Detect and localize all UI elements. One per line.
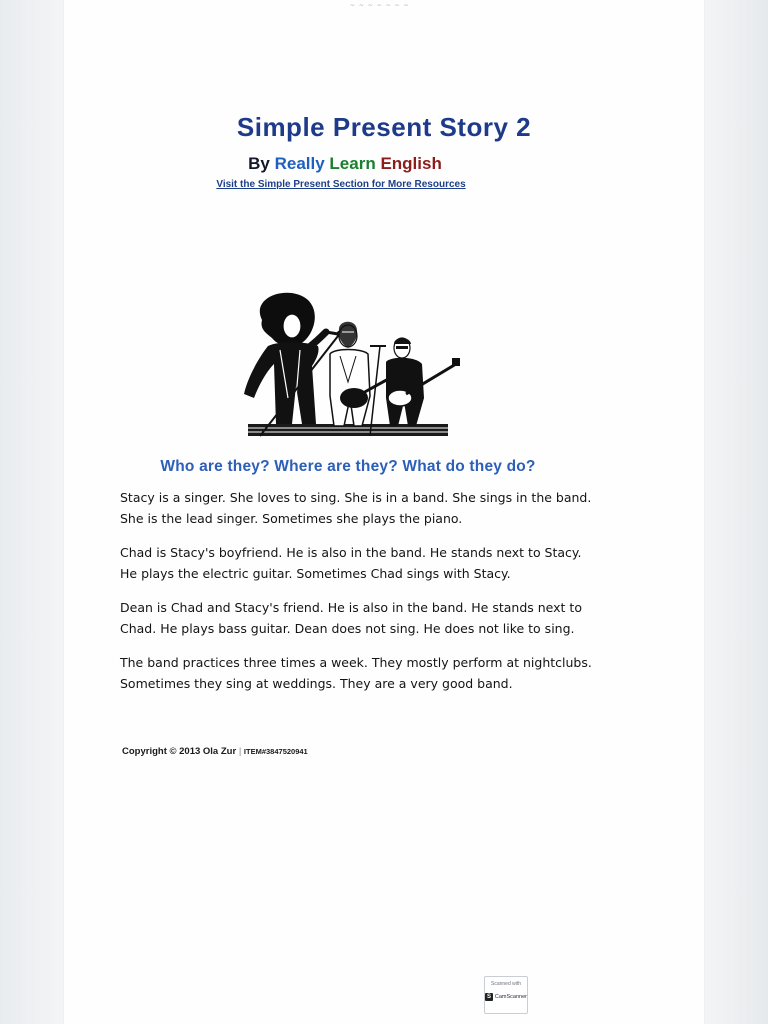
copyright-separator: | bbox=[238, 746, 242, 757]
story-paragraph: Dean is Chad and Stacy's friend. He is also in the band. He stands next to Chad. He plays bass guitar. Dean does not sing. He does not like to sing. bbox=[120, 600, 582, 636]
story-question: Who are they? Where are they? What do they do? bbox=[160, 458, 536, 475]
resources-link[interactable]: Visit the Simple Present Section for More Resources bbox=[216, 179, 466, 190]
camscanner-brand bbox=[485, 993, 527, 1001]
camscanner-watermark bbox=[484, 976, 528, 1014]
camscanner-logo-icon: S bbox=[486, 994, 491, 1000]
byline-english: English bbox=[380, 154, 442, 173]
item-number: ITEM#3847520941 bbox=[243, 747, 308, 756]
byline bbox=[0, 154, 690, 174]
story-paragraph: Stacy is a singer. She loves to sing. She is in a band. She sings in the band. She is the lead singer. Sometimes she plays the piano. bbox=[120, 490, 592, 526]
singer-figure bbox=[244, 293, 344, 436]
story-body bbox=[120, 487, 600, 707]
scanned-with-text: Scanned with bbox=[490, 981, 522, 987]
byline-really: Really bbox=[274, 154, 325, 173]
story-paragraph: Chad is Stacy's boyfriend. He is also in the band. He stands next to Stacy. He plays the electric guitar. Sometimes Chad sings with Stacy. bbox=[120, 545, 582, 581]
band-performing-illustration bbox=[230, 286, 470, 442]
byline-by: By bbox=[248, 154, 270, 173]
scan-top-mark: ~ ~ ~ ~ ~ ~ ~ bbox=[350, 2, 410, 9]
guitarist-figure bbox=[330, 322, 390, 436]
byline-learn: Learn bbox=[329, 154, 376, 173]
stage-base bbox=[248, 424, 448, 436]
copyright-line bbox=[122, 746, 308, 757]
copyright-text: Copyright © 2013 Ola Zur bbox=[122, 746, 237, 757]
story-paragraph: The band practices three times a week. They mostly perform at nightclubs. Sometimes they sing at weddings. They are a very good band. bbox=[120, 655, 592, 691]
page-title: Simple Present Story 2 bbox=[236, 112, 532, 142]
camscanner-name: CamScanner bbox=[494, 994, 527, 1000]
bass-player-figure bbox=[386, 338, 460, 426]
